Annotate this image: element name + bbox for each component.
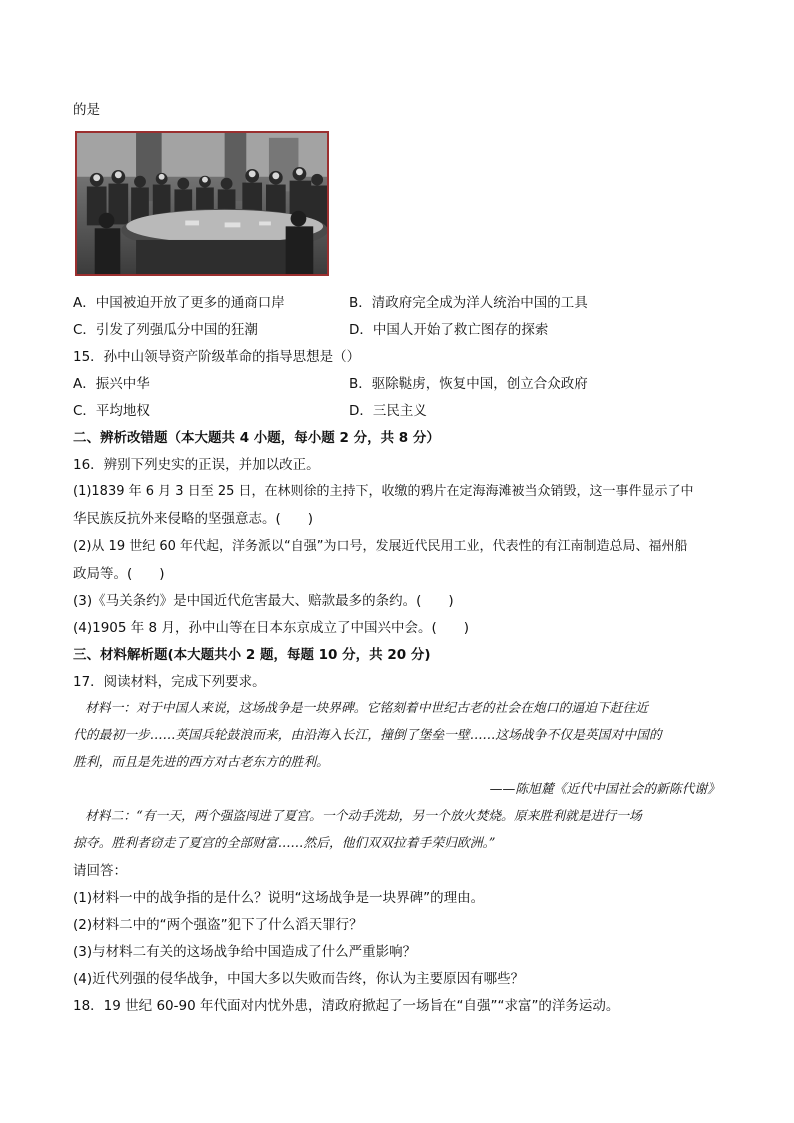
q14-option-d: D．中国人开始了救亡图存的探索 — [349, 322, 549, 338]
section3-title: 三、材料解析题(本大题共小 2 题，每题 10 分，共 20 分) — [73, 647, 431, 663]
q16-item1-line2: 华民族反抗外来侵略的坚强意志。( ) — [73, 511, 314, 527]
answer-prompt: 请回答： — [73, 863, 127, 879]
material1-source: ——陈旭麓《近代中国社会的新陈代谢》 — [489, 782, 720, 797]
q16-item2-line1: (2)从 19 世纪 60 年代起，洋务派以“自强”为口号，发展近代民用工业，代表性的有江南制造总局、福州船 — [73, 539, 688, 554]
q17-question-1: (1)材料一中的战争指的是什么？说明“这场战争是一块界碑”的理由。 — [73, 890, 485, 906]
q17-question-4: (4)近代列强的侵华战争，中国大多以失败而告终，你认为主要原因有哪些？ — [73, 971, 525, 987]
material1-line1: 材料一：对于中国人来说，这场战争是一块界碑。它铭刻着中世纪古老的社会在炮口的逼迫下赶往近 — [85, 701, 649, 716]
q15-option-c: C．平均地权 — [73, 403, 150, 419]
q16-item3: (3)《马关条约》是中国近代危害最大、赔款最多的条约。( ) — [73, 593, 454, 609]
q15-option-a: A．振兴中华 — [73, 376, 150, 392]
q15-stem: 15．孙中山领导资产阶级革命的指导思想是（） — [73, 349, 361, 365]
q15-option-b: B．驱除鞑虏，恢复中国，创立合众政府 — [349, 376, 588, 392]
material2-line1: 材料二：“有一天，两个强盗闯进了夏宫。一个动手洗劫，另一个放火焚烧。原来胜利就是进行一场 — [85, 809, 642, 824]
q17-question-3: (3)与材料二有关的这场战争给中国造成了什么严重影响？ — [73, 944, 417, 960]
material2-line2: 掠夺。胜利者窃走了夏宫的全部财富……然后，他们双双拉着手荣归欧洲。” — [73, 836, 496, 851]
section2-title: 二、辨析改错题（本大题共 4 小题，每小题 2 分，共 8 分） — [73, 430, 440, 446]
material1-line2: 代的最初一步……英国兵轮鼓浪而来，由沿海入长江，撞倒了堡垒一壁……这场战争不仅是英国对中国的 — [73, 728, 662, 743]
q14-option-c: C．引发了列强瓜分中国的狂潮 — [73, 322, 258, 338]
material1-line3: 胜利，而且是先进的西方对古老东方的胜利。 — [73, 755, 329, 770]
q16-item2-line2: 政局等。( ) — [73, 566, 165, 582]
q16-item1-line1: (1)1839 年 6 月 3 日至 25 日，在林则徐的主持下，收缴的鸦片在定海海滩被当众销毁，这一事件显示了中 — [73, 484, 694, 499]
q17-question-2: (2)材料二中的“两个强盗”犯下了什么滔天罪行？ — [73, 917, 363, 933]
q14-option-b: B．清政府完全成为洋人统治中国的工具 — [349, 295, 588, 311]
treaty-signing-photo-image — [77, 133, 327, 274]
historical-photo — [75, 131, 329, 276]
question-fragment: 的是 — [73, 102, 100, 118]
q16-stem: 16．辨别下列史实的正误，并加以改正。 — [73, 457, 320, 473]
q17-stem: 17．阅读材料，完成下列要求。 — [73, 674, 266, 690]
q16-item4: (4)1905 年 8 月，孙中山等在日本东京成立了中国兴中会。( ) — [73, 620, 469, 636]
q18-stem: 18．19 世纪 60-90 年代面对内忧外患，清政府掀起了一场旨在“自强”“求富”的洋务运动。 — [73, 998, 620, 1014]
q15-option-d: D．三民主义 — [349, 403, 427, 419]
q14-option-a: A．中国被迫开放了更多的通商口岸 — [73, 295, 285, 311]
